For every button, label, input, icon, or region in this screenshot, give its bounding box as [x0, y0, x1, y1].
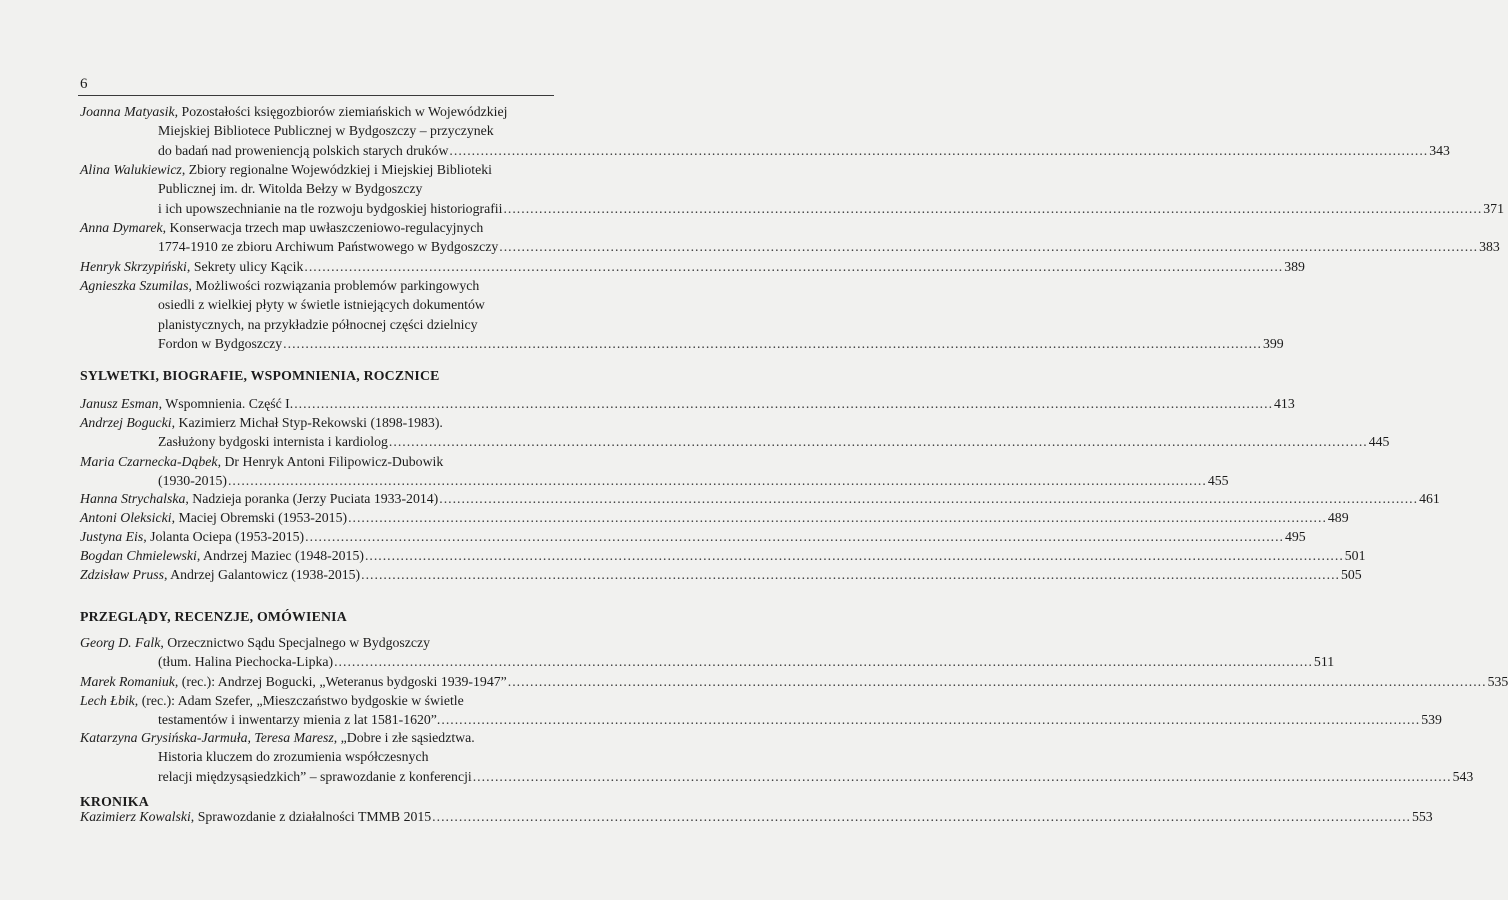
entry-title-line: Sekrety ulicy Kącik [193, 259, 304, 274]
leader-dots: ............................................................................................................................................................................................................................ [472, 768, 1452, 784]
entry-page-number: 445 [1368, 434, 1390, 450]
entry-title-line: „Dobre i złe sąsiedztwa. [340, 730, 475, 745]
toc-entry-final-line [80, 652, 1335, 671]
entry-title-line: relacji międzysąsiedzkich” – sprawozdanie z konferencji [158, 768, 472, 784]
section-heading-kronika: KRONIKA [80, 794, 149, 809]
entry-page-number: 389 [1284, 259, 1305, 274]
page-number: 6 [80, 76, 88, 92]
toc-entry-line [80, 102, 553, 121]
entry-author: Katarzyna Grysińska-Jarmuła, Teresa Maresz [80, 730, 334, 745]
entry-author: Justyna Eis [80, 529, 144, 544]
entry-text [158, 652, 333, 671]
toc-entry [80, 565, 1362, 584]
entry-text: Justyna Eis, Jolanta Ociepa (1953-2015) [80, 529, 305, 544]
toc-entry-final-line [80, 546, 1366, 565]
entry-title-line: Sprawozdanie z działalności TMMB 2015 [197, 809, 432, 824]
entry-author: Alina Walukiewicz [80, 162, 182, 177]
entry-title-line: Orzecznictwo Sądu Specjalnego w Bydgoszczy [167, 635, 431, 650]
leader-dots: ............................................................................................................................................................................................................................ [304, 259, 1284, 274]
entry-title-line: Historia kluczem do zrozumienia współczesnych [158, 749, 429, 765]
toc-entry-line [80, 728, 553, 747]
entry-title-line: Jolanta Ociepa (1953-2015) [150, 529, 305, 544]
leader-dots: ............................................................................................................................................................................................................................ [334, 654, 1313, 670]
entry-text: Anna Dymarek, Konserwacja trzech map uwłaszczeniowo-regulacyjnych [80, 220, 484, 235]
toc-entry-final-line [80, 565, 1362, 584]
entry-page-number: 543 [1452, 768, 1474, 784]
leader-dots: ............................................................................................................................................................................................................................ [227, 473, 1207, 489]
entry-text [158, 237, 498, 256]
leader-dots: ............................................................................................................................................................................................................................ [361, 567, 1340, 582]
entry-title-line: testamentów i inwentarzy mienia z lat 1581-1620”. [158, 712, 441, 728]
entry-author: Hanna Strychalska [80, 491, 186, 506]
toc-entry [80, 527, 1306, 546]
toc-entry [80, 413, 1390, 452]
entry-title-line: Maciej Obremski (1953-2015) [178, 510, 348, 525]
entry-title-line: Pozostałości księgozbiorów ziemiańskich w Wojewódzkiej [181, 104, 508, 119]
entry-page-number: 413 [1274, 396, 1295, 411]
toc-entry [80, 489, 1440, 508]
entry-author: Agnieszka Szumilas [80, 278, 189, 293]
toc-entry-final-line [80, 432, 1390, 451]
entry-title-line: 1774-1910 ze zbioru Archiwum Państwowego w Bydgoszczy [158, 239, 499, 255]
entry-text: Kazimierz Kowalski, Sprawozdanie z działalności TMMB 2015 [80, 809, 432, 824]
toc-entry [80, 508, 1349, 527]
entry-page-number: 383 [1479, 239, 1500, 255]
entry-page-number: 399 [1263, 336, 1284, 352]
leader-dots: ............................................................................................................................................................................................................................ [441, 712, 1421, 728]
entry-title-line: (tłum. Halina Piechocka-Lipka) [158, 654, 334, 670]
toc-entry-line [80, 121, 553, 140]
entry-title-line: Kazimierz Michał Styp-Rekowski (1898-1983). [178, 415, 443, 430]
entry-title-line: (1930-2015) [158, 473, 227, 489]
leader-dots: ............................................................................................................................................................................................................................ [449, 142, 1429, 158]
toc-entry-final-line [80, 767, 1474, 786]
toc-entry [80, 276, 1284, 354]
entry-title-line: Dr Henryk Antoni Filipowicz-Dubowik [224, 454, 444, 469]
toc-entry-line [80, 295, 553, 314]
entry-text [158, 710, 440, 729]
entry-author: Lech Łbik [80, 693, 135, 708]
entry-author: Henryk Skrzypiński [80, 259, 187, 274]
entry-author: Joanna Matyasik [80, 104, 175, 119]
entry-page-number: 461 [1419, 491, 1440, 506]
entry-text: Alina Walukiewicz, Zbiory regionalne Wojewódzkiej i Miejskiej Biblioteki [80, 162, 492, 177]
entry-title-line: Andrzej Galantowicz (1938-2015) [170, 567, 361, 582]
leader-dots: ............................................................................................................................................................................................................................ [294, 396, 1274, 411]
entry-text [158, 471, 227, 490]
leader-dots: ............................................................................................................................................................................................................................ [439, 491, 1419, 506]
toc-entry [80, 257, 1305, 276]
toc-entry [80, 807, 1433, 826]
entry-text: Henryk Skrzypiński, Sekrety ulicy Kącik [80, 259, 304, 274]
section-heading-przeglady: PRZEGLĄDY, RECENZJE, OMÓWIENIA [80, 609, 347, 624]
toc-entry-final-line [80, 237, 1500, 256]
leader-dots: ............................................................................................................................................................................................................................ [364, 548, 1344, 563]
toc-entry [80, 394, 1295, 413]
toc-entry-final-line [80, 710, 1442, 729]
entry-title-line: Nadzieja poranka (Jerzy Puciata 1933-2014) [192, 491, 439, 506]
toc-entry [80, 102, 1450, 160]
entry-text: Zdzisław Pruss, Andrzej Galantowicz (1938-2015) [80, 567, 361, 582]
entry-text: Georg D. Falk, Orzecznictwo Sądu Specjalnego w Bydgoszczy [80, 635, 431, 650]
entry-text [158, 749, 428, 764]
toc-entry-line [80, 179, 553, 198]
leader-dots: ............................................................................................................................................................................................................................ [388, 434, 1368, 450]
entry-title-line: Wspomnienia. Część I. [165, 396, 294, 411]
toc-entry [80, 728, 1474, 786]
toc-entry-final-line [80, 394, 1295, 413]
entry-author: Antoni Oleksicki [80, 510, 172, 525]
toc-entry-final-line [80, 527, 1306, 546]
leader-dots: ............................................................................................................................................................................................................................ [503, 200, 1483, 216]
entry-title-line: Miejskiej Bibliotece Publicznej w Bydgoszczy – przyczynek [158, 123, 494, 139]
entry-page-number: 505 [1340, 567, 1362, 582]
entry-author: Anna Dymarek [80, 220, 163, 235]
toc-entry-line [80, 315, 553, 334]
entry-text: Hanna Strychalska, Nadzieja poranka (Jerzy Puciata 1933-2014) [80, 491, 439, 506]
toc-entry [80, 218, 1500, 257]
entry-title-line: Fordon w Bydgoszczy [158, 336, 283, 352]
toc-entry-line [80, 276, 553, 295]
toc-entry-final-line [80, 141, 1450, 160]
entry-text [158, 317, 478, 332]
leader-dots: ............................................................................................................................................................................................................................ [499, 239, 1479, 255]
entry-author: Maria Czarnecka-Dąbek [80, 454, 218, 469]
entry-title-line: (rec.): Adam Szefer, „Mieszczaństwo bydgoskie w świetle [141, 693, 464, 708]
entry-title-line: planistycznych, na przykładzie północnej części dzielnicy [158, 316, 478, 332]
entry-text [158, 141, 448, 160]
entry-text: Janusz Esman, Wspomnienia. Część I. [80, 396, 294, 411]
toc-entry-line [80, 413, 553, 432]
entry-text: Lech Łbik, (rec.): Adam Szefer, „Mieszczaństwo bydgoskie w świetle [80, 693, 464, 708]
entry-page-number: 535 [1487, 674, 1508, 689]
entry-text: Andrzej Bogucki, Kazimierz Michał Styp-Rekowski (1898-1983). [80, 415, 443, 430]
entry-title-line: osiedli z wielkiej płyty w świetle istniejących dokumentów [158, 297, 485, 313]
toc-entry-line [80, 160, 553, 179]
toc-entry-final-line [80, 672, 1508, 691]
toc-entry-final-line [80, 471, 1229, 490]
entry-text: Bogdan Chmielewski, Andrzej Maziec (1948-2015) [80, 548, 364, 563]
entry-title-line: Możliwości rozwiązania problemów parkingowych [195, 278, 480, 293]
entry-page-number: 501 [1344, 548, 1366, 563]
entry-page-number: 511 [1313, 654, 1335, 670]
toc-entry-final-line [80, 257, 1305, 276]
toc-entry [80, 633, 1335, 672]
leader-dots: ............................................................................................................................................................................................................................ [283, 336, 1262, 352]
entry-page-number: 489 [1327, 510, 1349, 525]
entry-title-line: Zasłużony bydgoski internista i kardiolog [158, 434, 388, 450]
entry-title-line: i ich upowszechnianie na tle rozwoju bydgoskiej historiografii [158, 200, 503, 216]
toc-entry-final-line [80, 199, 1504, 218]
toc-entry [80, 672, 1508, 691]
entry-text: Joanna Matyasik, Pozostałości księgozbiorów ziemiańskich w Wojewódzkiej [80, 104, 508, 119]
entry-text [158, 334, 282, 353]
entry-text: Katarzyna Grysińska-Jarmuła, Teresa Maresz, „Dobre i złe sąsiedztwa. [80, 730, 475, 745]
toc-entry-line [80, 633, 553, 652]
entry-author: Kazimierz Kowalski [80, 809, 191, 824]
entry-title-line: Andrzej Maziec (1948-2015) [203, 548, 364, 563]
entry-title-line: Konserwacja trzech map uwłaszczeniowo-regulacyjnych [169, 220, 484, 235]
entry-text [158, 181, 422, 196]
toc-entry [80, 691, 1442, 730]
toc-entry [80, 160, 1504, 218]
leader-dots: ............................................................................................................................................................................................................................ [305, 529, 1284, 544]
entry-text: Maria Czarnecka-Dąbek, Dr Henryk Antoni Filipowicz-Dubowik [80, 454, 444, 469]
entry-author: Andrzej Bogucki [80, 415, 172, 430]
toc-entry-line [80, 691, 553, 710]
header-rule [78, 95, 554, 96]
entry-text: Antoni Oleksicki, Maciej Obremski (1953-2015) [80, 510, 348, 525]
entry-page-number: 455 [1207, 473, 1229, 489]
toc-entry [80, 546, 1366, 565]
entry-title-line: (rec.): Andrzej Bogucki, „Weteranus bydgoski 1939-1947” [181, 674, 507, 689]
toc-entry-final-line [80, 334, 1284, 353]
toc-entry-line [80, 747, 553, 766]
entry-text [158, 432, 388, 451]
toc-entry-line [80, 452, 553, 471]
toc-entry-final-line [80, 489, 1440, 508]
entry-text: Marek Romaniuk, (rec.): Andrzej Bogucki, „Weteranus bydgoski 1939-1947” [80, 674, 507, 689]
entry-author: Janusz Esman [80, 396, 159, 411]
entry-text [158, 767, 472, 786]
entry-title-line: do badań nad proweniencją polskich starych druków [158, 142, 449, 158]
entry-text [158, 123, 494, 138]
entry-page-number: 539 [1421, 712, 1442, 728]
entry-page-number: 371 [1483, 200, 1504, 216]
entry-author: Georg D. Falk [80, 635, 161, 650]
entry-page-number: 553 [1412, 809, 1433, 824]
entry-text [158, 297, 485, 312]
leader-dots: ............................................................................................................................................................................................................................ [348, 510, 1327, 525]
entry-author: Bogdan Chmielewski [80, 548, 197, 563]
toc-entry-final-line [80, 807, 1433, 826]
leader-dots: ............................................................................................................................................................................................................................ [507, 674, 1487, 689]
entry-author: Marek Romaniuk [80, 674, 175, 689]
entry-title-line: Zbiory regionalne Wojewódzkiej i Miejskiej Biblioteki [188, 162, 492, 177]
entry-title-line: Publicznej im. dr. Witolda Bełzy w Bydgoszczy [158, 181, 423, 197]
entry-page-number: 495 [1285, 529, 1306, 544]
entry-text: Agnieszka Szumilas, Możliwości rozwiązania problemów parkingowych [80, 278, 480, 293]
entry-page-number: 343 [1429, 142, 1450, 158]
toc-entry-final-line [80, 508, 1349, 527]
entry-text [158, 199, 502, 218]
leader-dots: ............................................................................................................................................................................................................................ [432, 809, 1411, 824]
toc-entry [80, 452, 1229, 491]
toc-entry-line [80, 218, 553, 237]
section-heading-sylwetki: SYLWETKI, BIOGRAFIE, WSPOMNIENIA, ROCZNICE [80, 368, 440, 383]
entry-author: Zdzisław Pruss [80, 567, 164, 582]
